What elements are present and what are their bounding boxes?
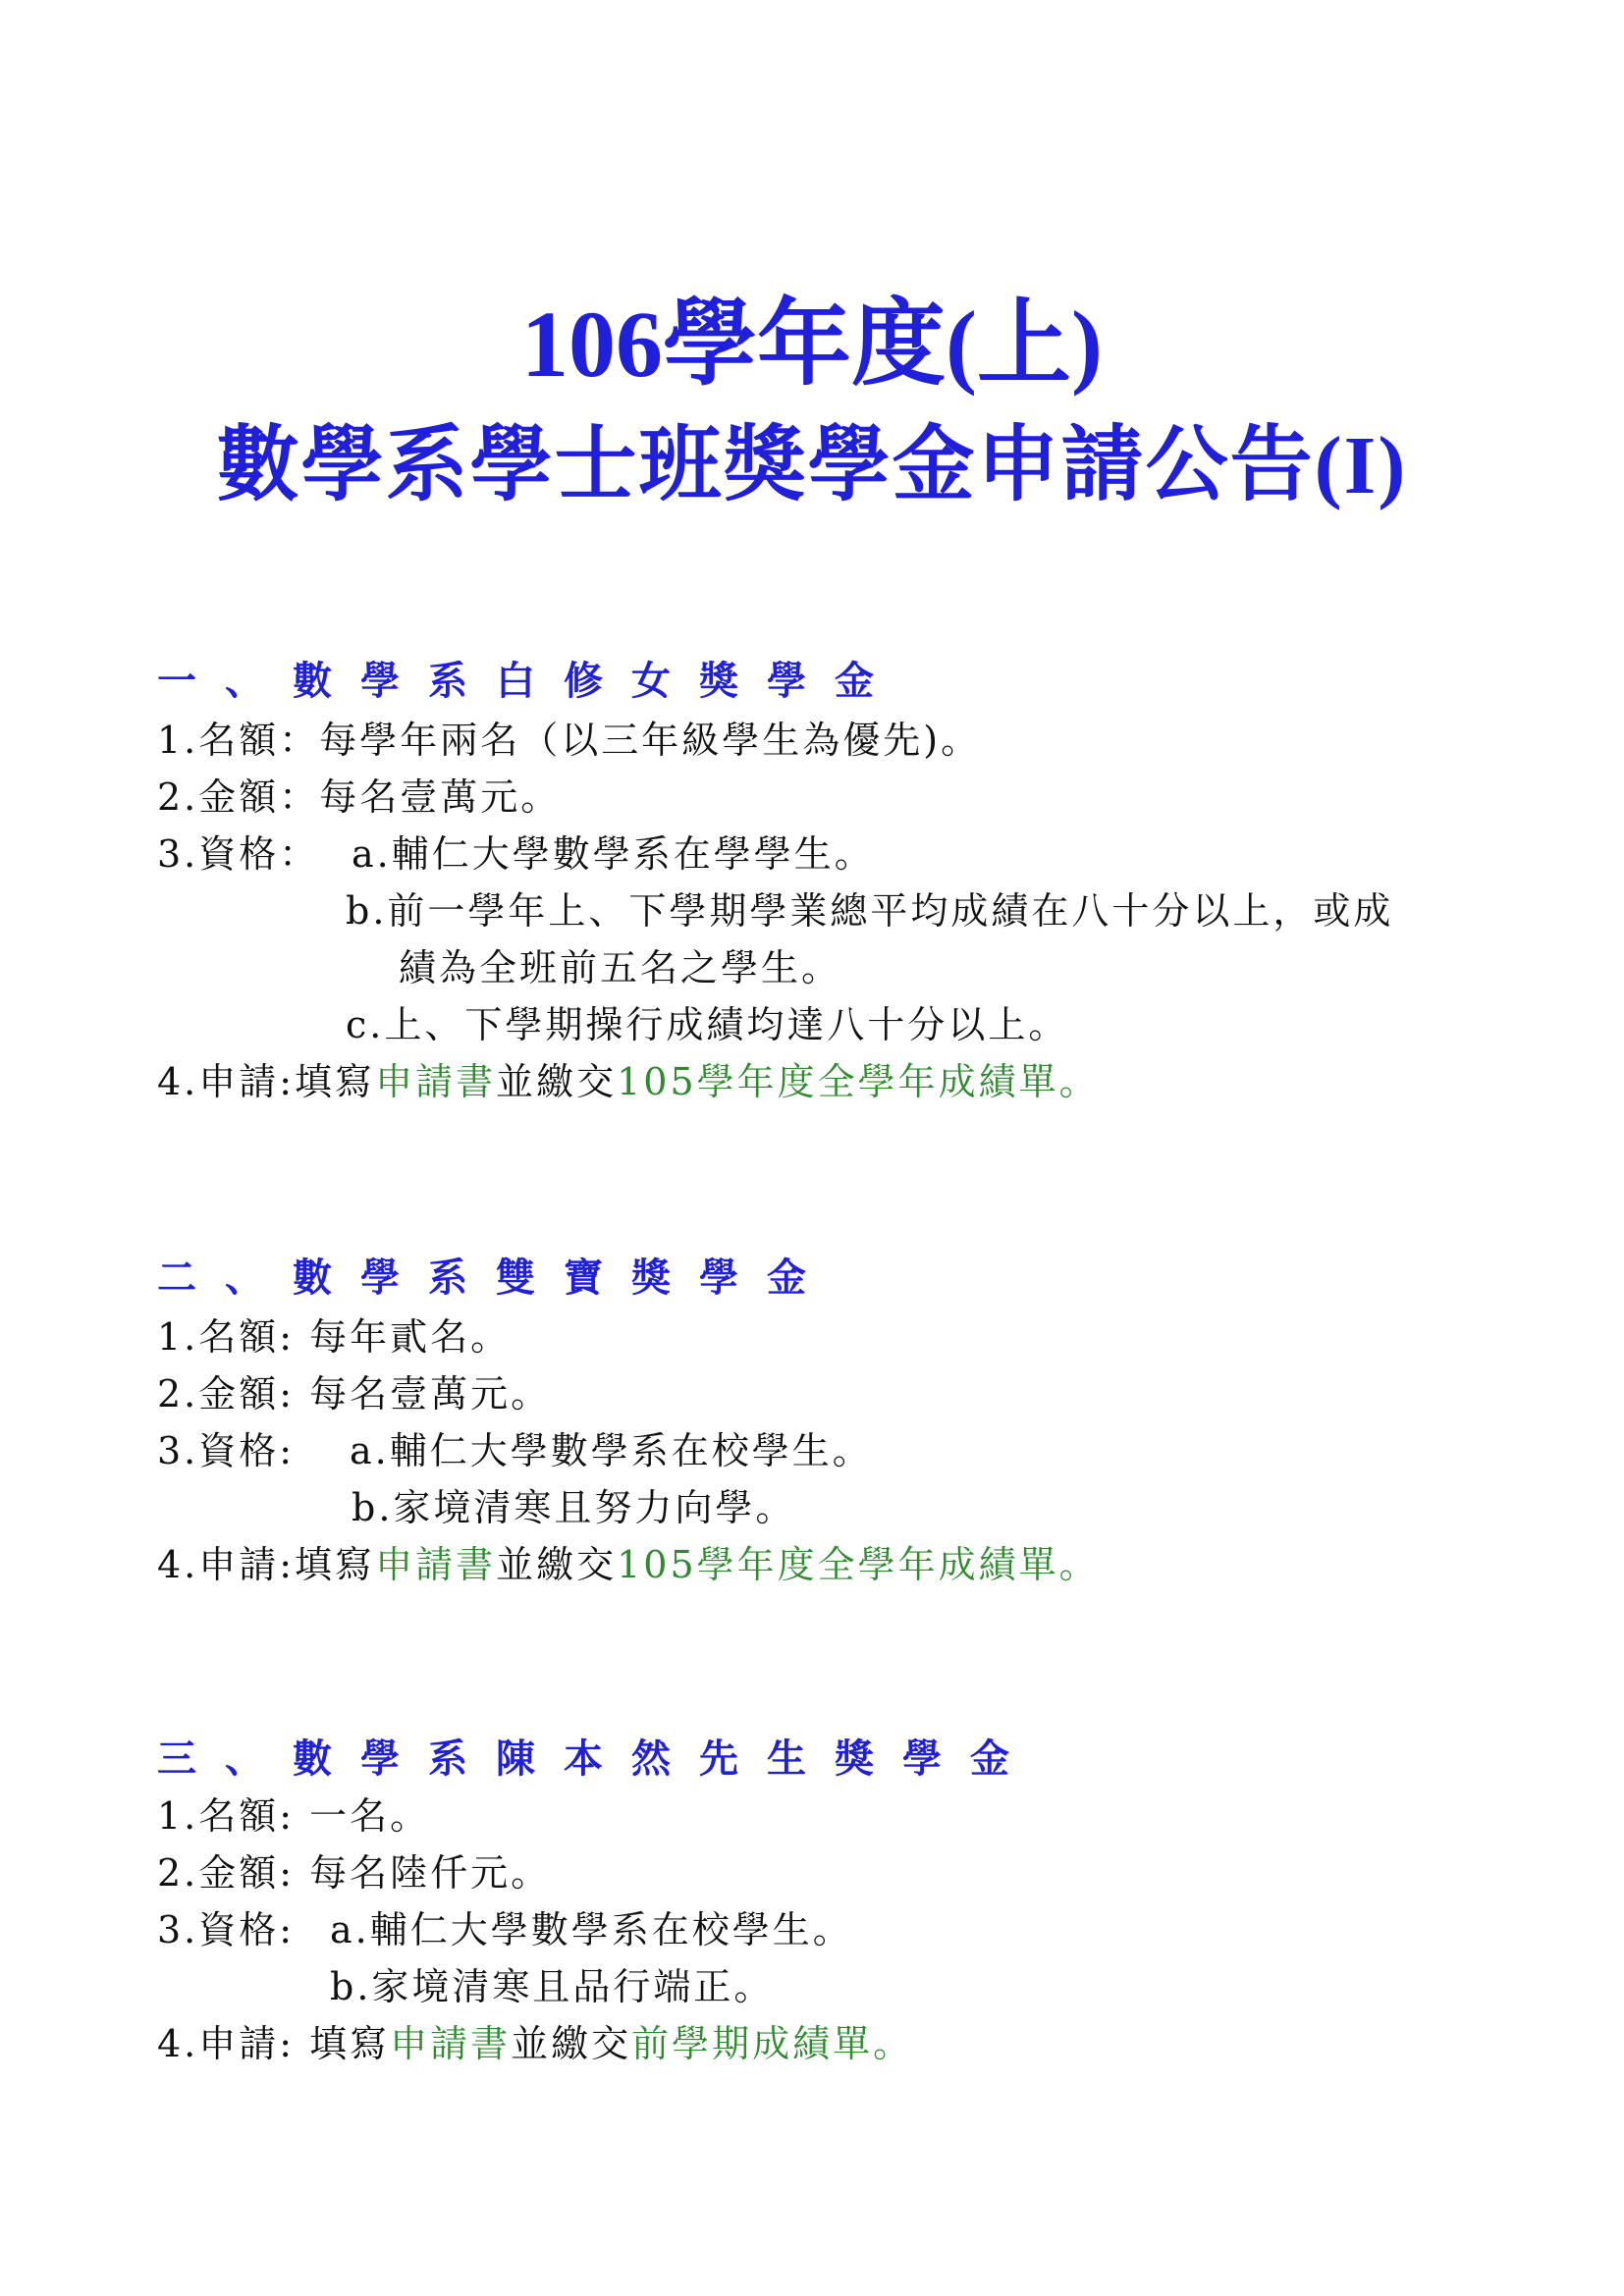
section-1-amount: 2.金額：每名壹萬元。 [157, 775, 562, 819]
section-1-apply-form: 申請書 [375, 1060, 497, 1103]
section-2-qualification-label: 3.資格: [157, 1429, 296, 1472]
section-1-qualification-b-cont: 績為全班前五名之學生。 [399, 946, 842, 989]
section-2-qualification-b: b.家境清寒且努力向學。 [352, 1486, 796, 1529]
section-2-apply: 4.申請:填寫申請書並繳交105學年度全學年成績單。 [157, 1543, 1100, 1586]
section-2-qualification-a: a.輔仁大學數學系在校學生。 [350, 1429, 873, 1472]
section-1-quota: 1.名額：每學年兩名（以三年級學生為優先)。 [157, 719, 982, 762]
section-1-qualification-label: 3.資格： [157, 832, 320, 876]
section-3-apply-doc: 前學期成績單。 [631, 2022, 914, 2065]
section-3-heading: 三、數學系陳本然先生獎學金 [157, 1736, 1038, 1782]
section-3-apply: 4.申請: 填寫申請書並繳交前學期成績單。 [157, 2022, 914, 2065]
section-1-qualification-c: c.上、下學期操行成績均達八十分以上。 [346, 1003, 1069, 1046]
section-1-qualification-a: a.輔仁大學數學系在學學生。 [352, 832, 875, 876]
section-3-qualification-a: a.輔仁大學數學系在校學生。 [330, 1908, 853, 1951]
section-2-amount: 2.金額: 每名壹萬元。 [157, 1372, 552, 1415]
section-2-heading: 二、數學系雙寶獎學金 [157, 1255, 835, 1301]
section-2-apply-doc: 105學年度全學年成績單。 [617, 1543, 1100, 1586]
section-2-quota: 1.名額: 每年貳名。 [157, 1315, 512, 1359]
section-3-amount: 2.金額: 每名陸仟元。 [157, 1851, 552, 1895]
section-3-quota: 1.名額: 一名。 [157, 1794, 431, 1838]
section-3-qualification-b: b.家境清寒且品行端正。 [330, 1965, 775, 2008]
section-1-qualification-b: b.前一學年上、下學期學業總平均成績在八十分以上，或成 [346, 889, 1394, 933]
section-2-apply-form: 申請書 [375, 1543, 497, 1586]
section-1-apply-doc: 105學年度全學年成績單。 [617, 1060, 1100, 1103]
section-3-qualification-label: 3.資格: [157, 1908, 296, 1951]
title-main: 數學系學士班獎學金申請公告(I) [216, 420, 1408, 511]
title-year: 106學年度(上) [521, 292, 1103, 397]
section-1-apply: 4.申請:填寫申請書並繳交105學年度全學年成績單。 [157, 1060, 1100, 1103]
section-1-heading: 一、數學系白修女獎學金 [157, 659, 902, 704]
section-3-apply-form: 申請書 [390, 2022, 512, 2065]
